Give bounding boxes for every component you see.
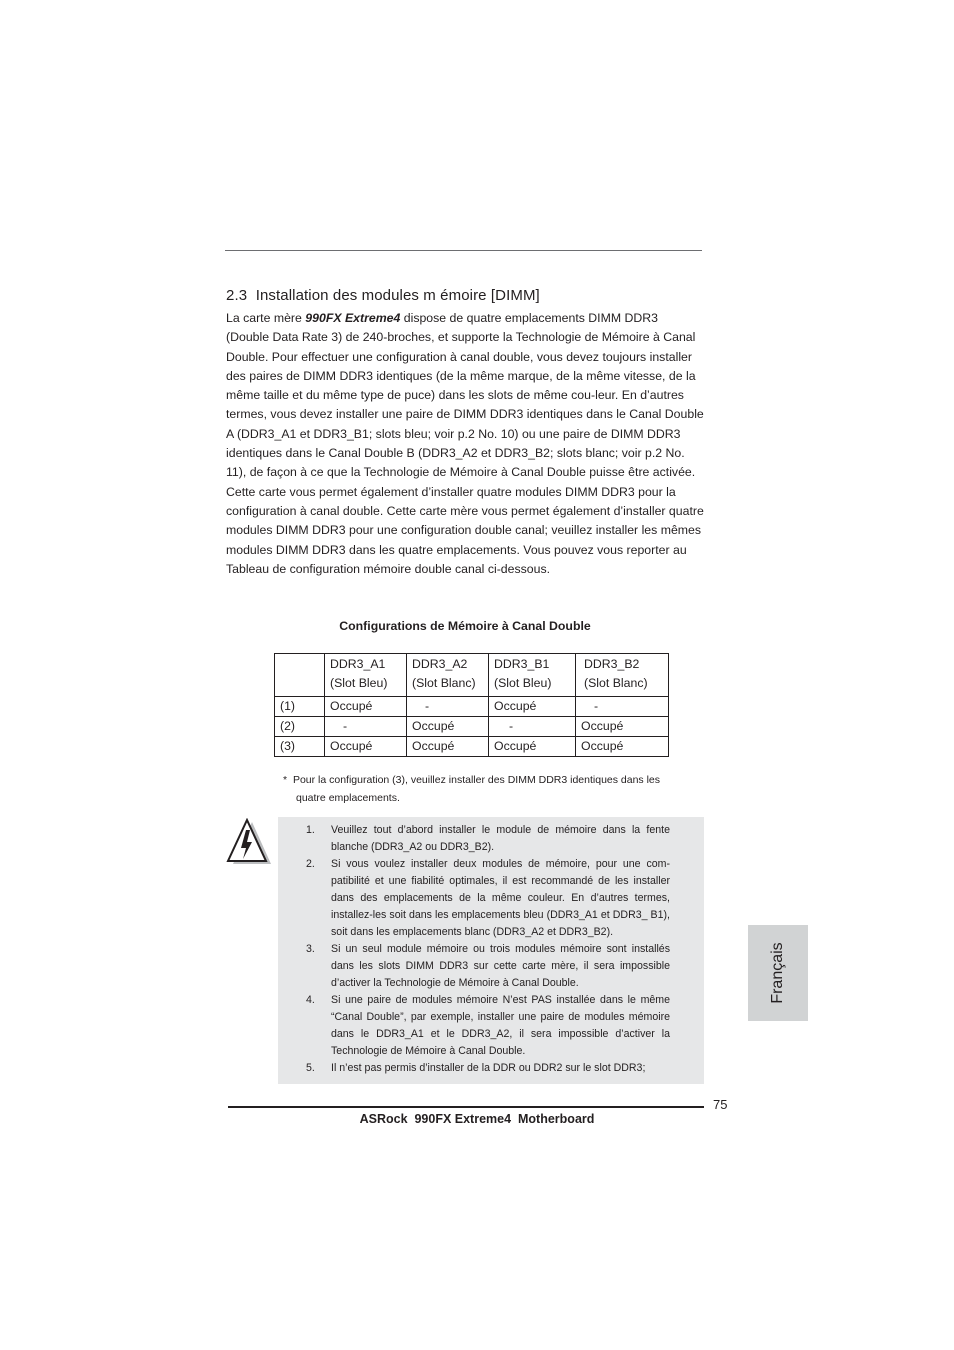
table-cell: Occupé: [407, 737, 489, 757]
footer-rule: [228, 1106, 704, 1108]
table-footnote: * Pour la configuration (3), veuillez installer des DIMM DDR3 identiques dans les quatre emplacements.: [283, 774, 661, 804]
warning-lightning-icon: [224, 818, 274, 865]
list-item: 4. Si une paire de modules mémoire N’est PAS installée dans le même “Canal Double”, par exemple, installer une paire de modules mémoire dans le DDR3_A1 et le DDR3_A2, il sera impossible d’activer la Technologie de Mémoire à Canal Double.: [306, 994, 670, 1057]
header-ddr3-b1: DDR3_B1 (Slot Bleu): [489, 654, 576, 697]
list-item: 3. Si un seul module mémoire ou trois modules mémoire sont installés dans les slots DIMM DDR3 sur cette carte mère, il sera impossible d’activer la Technologie de Mémoire à Canal Double.: [306, 943, 670, 989]
language-tab: [748, 925, 808, 1021]
table-cell: Occupé: [325, 737, 407, 757]
table-cell: -: [407, 697, 489, 717]
list-item: 1. Veuillez tout d’abord installer le module de mémoire dans la fente blanche (DDR3_A2 ou DDR3_B2).: [306, 824, 670, 853]
row-label: (2): [275, 717, 325, 737]
header-ddr3-b2: DDR3_B2 (Slot Blanc): [576, 654, 669, 697]
warning-callout: [278, 817, 704, 1084]
table-cell: -: [576, 697, 669, 717]
table-cell: -: [325, 717, 407, 737]
header-ddr3-a1: DDR3_A1 (Slot Bleu): [325, 654, 407, 697]
intro-paragraph: La carte mère 990FX Extreme4 dispose de quatre emplacements DIMM DDR3 (Double Data Rate 3) de 240-broches, et supporte la Technologie de Mémoire à Canal Double. Pour effectuer une configuration à canal double, vous devez toujours installer des paires de DIMM DDR3 identiques (de la même marque, de la même vitesse, de la même taille et du même type de puce) dans les slots de même cou-leur. En d’autres termes, vous devez installer une paire de DIMM DDR3 identiques dans le Canal Double A (DDR3_A1 et DDR3_B1; slots bleu; voir p.2 No. 10) ou une paire de DIMM DDR3 identiques dans le Canal Double B (DDR3_A2 et DDR3_B2; slots blanc; voir p.2 No. 11), de façon à ce que la Technologie de Mémoire à Canal Double puisse être activée. Cette carte vous permet également d’installer quatre modules DIMM DDR3 pour la configuration à canal double. Cette carte mère vous permet également d’installer quatre modules DIMM DDR3 pour une configuration double canal; veuillez installer les mêmes modules DIMM DDR3 dans les quatre emplacements. Vous pouvez vous reporter au Tableau de configuration mémoire double canal ci-dessous.: [226, 311, 704, 576]
table-caption: Configurations de Mémoire à Canal Double: [339, 619, 591, 633]
row-label: (1): [275, 697, 325, 717]
table-row: [275, 737, 669, 757]
table-corner-cell: [275, 654, 325, 697]
language-tab-label: Français: [769, 942, 786, 1004]
table-cell: Occupé: [407, 717, 489, 737]
header-ddr3-a2: DDR3_A2 (Slot Blanc): [407, 654, 489, 697]
table-cell: -: [489, 717, 576, 737]
row-label: (3): [275, 737, 325, 757]
list-item: 2. Si vous voulez installer deux modules de mémoire, pour une com-patibilité et une fiabilité optimales, il est recommandé de les installer dans des emplacements de la même couleur. En d’autres termes, installez-les soit dans les emplacements bleu (DDR3_A1 et DDR3_ B1), soit dans les emplacements blanc (DDR3_A2 et DDR3_B2).: [306, 858, 670, 938]
list-item: 5. Il n’est pas permis d’installer de la DDR ou DDR2 sur le slot DDR3;: [306, 1062, 646, 1074]
memory-config-table: [274, 653, 669, 757]
page-number: 75: [713, 1097, 728, 1112]
table-header-row: [275, 654, 669, 697]
model-name: 990FX Extreme4: [305, 311, 401, 325]
table-cell: Occupé: [576, 717, 669, 737]
table-cell: Occupé: [325, 697, 407, 717]
table-row: [275, 717, 669, 737]
table-cell: Occupé: [489, 697, 576, 717]
header-rule: [225, 250, 702, 251]
table-cell: Occupé: [489, 737, 576, 757]
section-title: 2.3 Installation des modules m émoire [DIMM]: [226, 287, 540, 304]
footer-text: ASRock 990FX Extreme4 Motherboard: [359, 1112, 595, 1126]
table-row: [275, 697, 669, 717]
warning-list: [306, 822, 670, 1077]
table-cell: Occupé: [576, 737, 669, 757]
